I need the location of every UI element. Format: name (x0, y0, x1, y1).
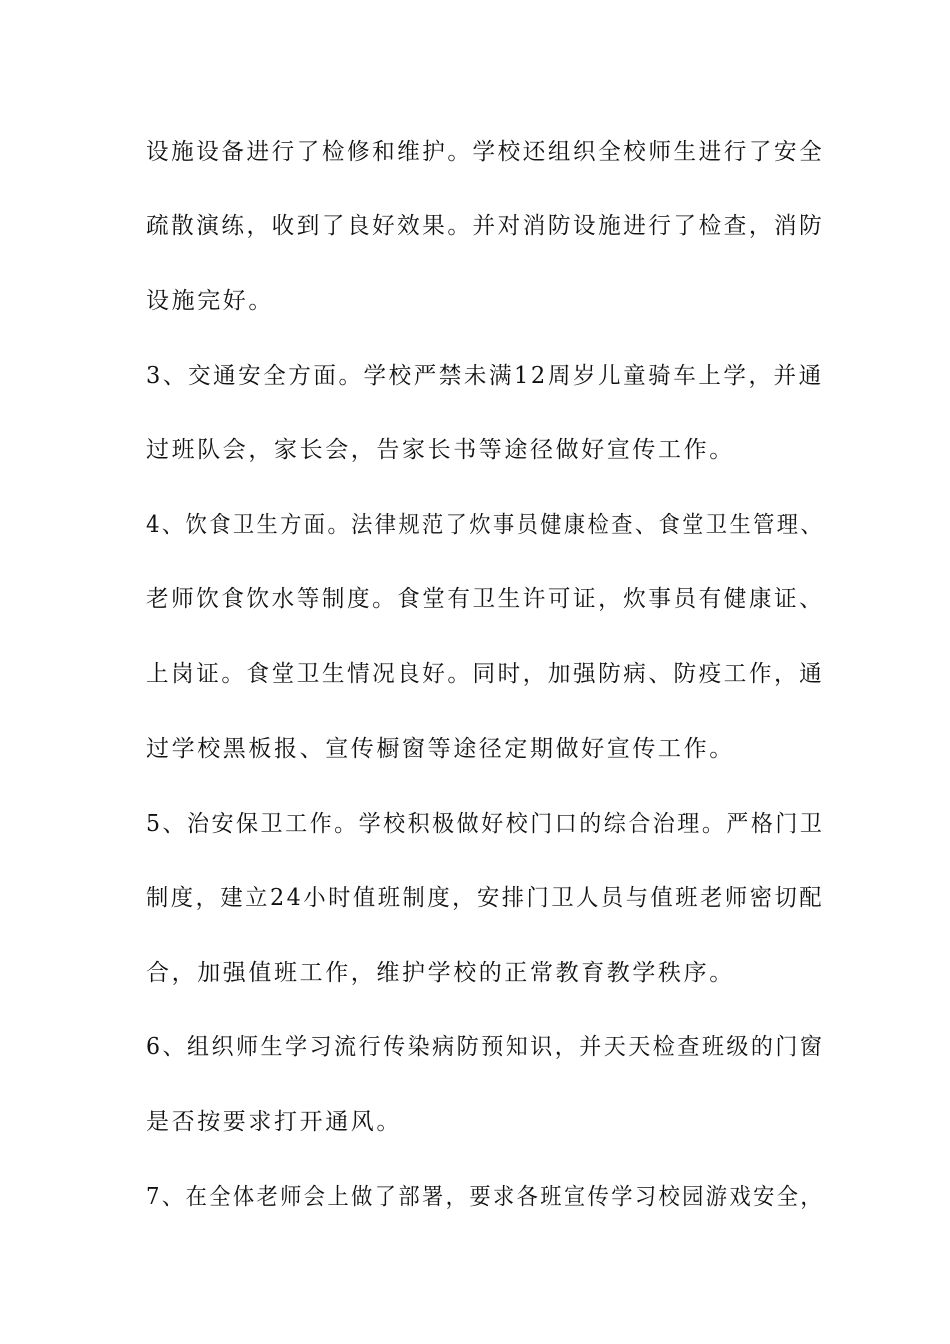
text-line-9: 过学校黑板报、宣传橱窗等途径定期做好宣传工作。 (146, 736, 735, 762)
text-line-6: 4、饮食卫生方面。法律规范了炊事员健康检查、食堂卫生管理、 (146, 512, 825, 538)
text-line-7: 老师饮食饮水等制度。食堂有卫生许可证，炊事员有健康证、 (146, 586, 825, 612)
text-line-2: 疏散演练，收到了良好效果。并对消防设施进行了检查，消防 (146, 213, 825, 239)
text-line-1: 设施设备进行了检修和维护。学校还组织全校师生进行了安全 (146, 139, 825, 165)
text-line-10: 5、治安保卫工作。学校积极做好校门口的综合治理。严格门卫 (146, 811, 825, 837)
text-line-12: 合，加强值班工作，维护学校的正常教育教学秩序。 (146, 960, 735, 986)
text-line-14: 是否按要求打开通风。 (146, 1109, 402, 1135)
text-line-11: 制度，建立24小时值班制度，安排门卫人员与值班老师密切配 (146, 885, 825, 911)
text-line-3: 设施完好。 (146, 288, 274, 314)
text-line-13: 6、组织师生学习流行传染病防预知识，并天天检查班级的门窗 (146, 1034, 825, 1060)
text-line-15: 7、在全体老师会上做了部署，要求各班宣传学习校园游戏安全， (146, 1184, 825, 1210)
text-line-8: 上岗证。食堂卫生情况良好。同时，加强防病、防疫工作，通 (146, 661, 825, 687)
text-line-4: 3、交通安全方面。学校严禁未满12周岁儿童骑车上学，并通 (146, 363, 824, 389)
text-line-5: 过班队会，家长会，告家长书等途径做好宣传工作。 (146, 437, 735, 463)
